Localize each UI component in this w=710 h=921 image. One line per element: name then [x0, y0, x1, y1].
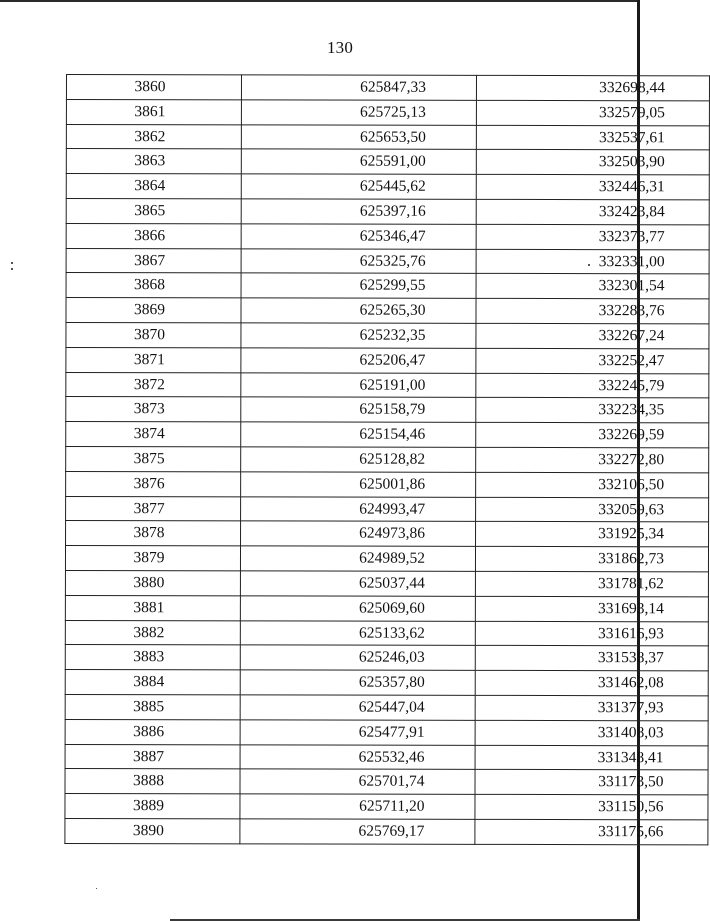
table-row	[66, 422, 709, 448]
table-row	[66, 471, 709, 497]
point-number-cell: 3889	[65, 794, 240, 819]
y-coordinate-cell: 332283,76	[476, 299, 709, 324]
point-number-cell: 3873	[66, 397, 241, 422]
x-coordinate-cell: 625325,76	[241, 248, 476, 273]
x-coordinate-cell: 625725,13	[241, 100, 476, 125]
y-coordinate-cell: 332373,77	[476, 224, 709, 249]
y-coordinate-cell: 331150,56	[475, 794, 708, 819]
table-row	[65, 546, 708, 572]
table-row	[65, 744, 708, 770]
table-row	[65, 620, 708, 646]
point-number-cell: 3869	[66, 298, 241, 323]
x-coordinate-cell: 625069,60	[240, 596, 475, 621]
page-number: 130	[326, 38, 354, 57]
table-row	[66, 446, 709, 472]
x-coordinate-cell: 625397,16	[241, 199, 476, 224]
x-coordinate-cell: 625653,50	[241, 124, 476, 149]
table-row	[65, 818, 708, 844]
point-number-cell: 3887	[65, 744, 240, 769]
table-row	[65, 719, 708, 745]
point-number-cell: 3864	[66, 174, 241, 199]
table-row	[65, 769, 708, 795]
scan-speck	[588, 264, 590, 266]
x-coordinate-cell: 625847,33	[241, 75, 476, 100]
x-coordinate-cell: 624973,86	[241, 521, 476, 546]
y-coordinate-cell: 332234,35	[476, 398, 709, 423]
point-number-cell: 3885	[65, 694, 240, 719]
y-coordinate-cell: 332269,59	[476, 423, 709, 448]
y-coordinate-cell: 331616,93	[475, 621, 708, 646]
point-number-cell: 3890	[65, 818, 240, 843]
table-row	[66, 223, 709, 249]
table-row	[66, 124, 709, 150]
x-coordinate-cell: 624989,52	[240, 546, 475, 571]
x-coordinate-cell: 625357,80	[240, 670, 475, 695]
y-coordinate-cell: 332503,90	[476, 150, 709, 175]
y-coordinate-cell: 332698,44	[476, 75, 709, 100]
table-row	[66, 149, 709, 175]
y-coordinate-cell: 332106,50	[476, 472, 709, 497]
table-row	[66, 273, 709, 299]
x-coordinate-cell: 625037,44	[240, 571, 475, 596]
coordinates-table	[64, 74, 710, 845]
x-coordinate-cell: 625477,91	[240, 720, 475, 745]
y-coordinate-cell: 332301,54	[476, 274, 709, 299]
point-number-cell: 3877	[66, 496, 241, 521]
point-number-cell: 3870	[66, 322, 241, 347]
table-row	[66, 372, 709, 398]
coordinates-table-body	[65, 75, 710, 845]
table-row	[65, 794, 708, 820]
table-row	[65, 595, 708, 621]
y-coordinate-cell: 332267,24	[476, 323, 709, 348]
y-coordinate-cell: 331348,41	[475, 745, 708, 770]
point-number-cell: 3881	[65, 595, 240, 620]
x-coordinate-cell: 625154,46	[241, 422, 476, 447]
y-coordinate-cell: 331693,14	[475, 596, 708, 621]
y-coordinate-cell: 331175,66	[475, 819, 708, 844]
point-number-cell: 3871	[66, 347, 241, 372]
scan-speck	[11, 262, 13, 264]
table-row	[65, 694, 708, 720]
table-row	[66, 397, 709, 423]
y-coordinate-cell: 332331,00	[476, 249, 709, 274]
point-number-cell: 3867	[66, 248, 241, 273]
page-edge-top	[0, 0, 640, 2]
point-number-cell: 3882	[65, 620, 240, 645]
point-number-cell: 3872	[66, 372, 241, 397]
table-row	[65, 670, 708, 696]
y-coordinate-cell: 332423,84	[476, 199, 709, 224]
table-row	[66, 75, 709, 101]
point-number-cell: 3861	[66, 99, 241, 124]
table-row	[66, 521, 709, 547]
table-row	[66, 347, 709, 373]
point-number-cell: 3860	[66, 75, 241, 100]
y-coordinate-cell: 332252,47	[476, 348, 709, 373]
x-coordinate-cell: 625701,74	[240, 769, 475, 794]
y-coordinate-cell: 331462,08	[475, 670, 708, 695]
point-number-cell: 3862	[66, 124, 241, 149]
point-number-cell: 3883	[65, 645, 240, 670]
x-coordinate-cell: 625128,82	[241, 447, 476, 472]
y-coordinate-cell: 331781,62	[475, 571, 708, 596]
x-coordinate-cell: 625445,62	[241, 174, 476, 199]
table-row	[66, 99, 709, 125]
table-row	[66, 198, 709, 224]
y-coordinate-cell: 332537,61	[476, 125, 709, 150]
y-coordinate-cell: 332059,63	[476, 497, 709, 522]
y-coordinate-cell: 332245,79	[476, 373, 709, 398]
point-number-cell: 3863	[66, 149, 241, 174]
coordinates-table-wrapper	[64, 74, 665, 845]
x-coordinate-cell: 625299,55	[241, 273, 476, 298]
point-number-cell: 3886	[65, 719, 240, 744]
table-row	[65, 570, 708, 596]
y-coordinate-cell: 331538,37	[475, 646, 708, 671]
x-coordinate-cell: 625246,03	[240, 645, 475, 670]
point-number-cell: 3884	[65, 670, 240, 695]
x-coordinate-cell: 625001,86	[241, 472, 476, 497]
table-row	[66, 496, 709, 522]
y-coordinate-cell: 331173,50	[475, 770, 708, 795]
x-coordinate-cell: 625711,20	[240, 794, 475, 819]
y-coordinate-cell: 331925,34	[476, 522, 709, 547]
point-number-cell: 3876	[66, 471, 241, 496]
x-coordinate-cell: 625158,79	[241, 397, 476, 422]
x-coordinate-cell: 625532,46	[240, 744, 475, 769]
point-number-cell: 3865	[66, 198, 241, 223]
point-number-cell: 3875	[66, 446, 241, 471]
table-row	[66, 298, 709, 324]
x-coordinate-cell: 625206,47	[241, 348, 476, 373]
y-coordinate-cell: 331377,93	[475, 695, 708, 720]
point-number-cell: 3866	[66, 223, 241, 248]
point-number-cell: 3879	[65, 546, 240, 571]
point-number-cell: 3880	[65, 570, 240, 595]
table-row	[65, 645, 708, 671]
y-coordinate-cell: 332446,31	[476, 175, 709, 200]
x-coordinate-cell: 625346,47	[241, 224, 476, 249]
table-row	[66, 322, 709, 348]
table-row	[66, 248, 709, 274]
y-coordinate-cell: 331408,03	[475, 720, 708, 745]
x-coordinate-cell: 625232,35	[241, 323, 476, 348]
x-coordinate-cell: 625265,30	[241, 298, 476, 323]
point-number-cell: 3878	[66, 521, 241, 546]
x-coordinate-cell: 624993,47	[241, 496, 476, 521]
x-coordinate-cell: 625191,00	[241, 372, 476, 397]
x-coordinate-cell: 625133,62	[240, 620, 475, 645]
x-coordinate-cell: 625447,04	[240, 695, 475, 720]
point-number-cell: 3874	[66, 422, 241, 447]
scan-speck	[96, 888, 97, 889]
x-coordinate-cell: 625769,17	[240, 819, 475, 844]
point-number-cell: 3888	[65, 769, 240, 794]
y-coordinate-cell: 332272,80	[476, 447, 709, 472]
x-coordinate-cell: 625591,00	[241, 149, 476, 174]
point-number-cell: 3868	[66, 273, 241, 298]
y-coordinate-cell: 332579,05	[476, 100, 709, 125]
table-row	[66, 174, 709, 200]
scan-speck	[11, 268, 13, 270]
y-coordinate-cell: 331862,73	[475, 546, 708, 571]
